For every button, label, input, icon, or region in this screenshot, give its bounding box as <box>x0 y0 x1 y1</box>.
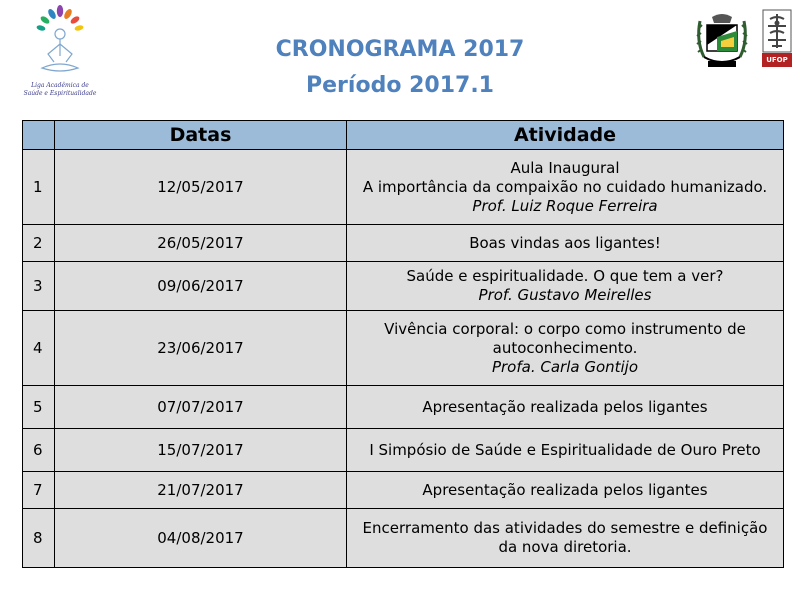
row-date: 07/07/2017 <box>55 386 347 429</box>
row-activity <box>347 472 784 509</box>
row-number: 2 <box>23 225 55 262</box>
activity-line: da nova diretoria. <box>498 538 632 556</box>
logo-caption-line-1: Liga Acadêmica de <box>31 82 89 89</box>
table-row <box>23 225 784 262</box>
crest-emblem-icon <box>694 11 750 73</box>
row-date: 23/06/2017 <box>55 311 347 386</box>
activity-line: I Simpósio de Saúde e Espiritualidade de Ouro Preto <box>369 440 761 459</box>
ufop-emblem-icon <box>762 9 792 53</box>
row-number: 7 <box>23 472 55 509</box>
activity-professor: Prof. Gustavo Meirelles <box>478 286 652 304</box>
meditation-figure-icon <box>28 4 92 84</box>
row-date: 21/07/2017 <box>55 472 347 509</box>
table-row <box>23 311 784 386</box>
row-activity <box>347 150 784 225</box>
activity-line: autoconhecimento. <box>492 338 638 357</box>
row-number: 4 <box>23 311 55 386</box>
activity-professor: Prof. Luiz Roque Ferreira <box>472 196 658 215</box>
row-activity <box>347 429 784 472</box>
row-activity <box>347 225 784 262</box>
row-activity <box>347 311 784 386</box>
row-date: 12/05/2017 <box>55 150 347 225</box>
header-dates: Datas <box>55 121 347 150</box>
header-number <box>23 121 55 150</box>
table-row <box>23 429 784 472</box>
activity-line: Boas vindas aos ligantes! <box>469 233 661 252</box>
table-row <box>23 262 784 311</box>
row-activity <box>347 509 784 568</box>
row-number: 6 <box>23 429 55 472</box>
schedule-table <box>22 120 784 568</box>
table-row <box>23 509 784 568</box>
row-number: 5 <box>23 386 55 429</box>
row-date: 15/07/2017 <box>55 429 347 472</box>
logo-caption-line-2: Saúde e Espiritualidade <box>23 90 97 97</box>
row-activity <box>347 262 784 311</box>
activity-line: Aula Inaugural <box>510 158 620 177</box>
ufop-label: UFOP <box>762 53 792 67</box>
activity-line: A importância da compaixão no cuidado humanizado. <box>362 177 768 196</box>
row-number: 8 <box>23 509 55 568</box>
activity-professor: Profa. Carla Gontijo <box>491 357 639 376</box>
row-activity <box>347 386 784 429</box>
page-title: CRONOGRAMA 2017 <box>275 37 525 62</box>
activity-line: Vivência corporal: o corpo como instrumento de <box>384 319 746 338</box>
activity-line: Encerramento das atividades do semestre e definição <box>362 519 768 537</box>
table-row <box>23 386 784 429</box>
row-number: 3 <box>23 262 55 311</box>
row-date: 09/06/2017 <box>55 262 347 311</box>
league-logo-caption <box>14 82 106 98</box>
league-logo <box>14 4 106 104</box>
header-activity: Atividade <box>347 121 784 150</box>
table-row <box>23 472 784 509</box>
row-date: 26/05/2017 <box>55 225 347 262</box>
row-number: 1 <box>23 150 55 225</box>
page-subtitle: Período 2017.1 <box>306 73 494 98</box>
table-row <box>23 150 784 225</box>
ufop-logo <box>762 9 792 69</box>
activity-line: Apresentação realizada pelos ligantes <box>422 397 708 416</box>
crest-logo <box>694 11 750 73</box>
activity-line: Saúde e espiritualidade. O que tem a ver? <box>406 267 724 285</box>
activity-line: Apresentação realizada pelos ligantes <box>422 480 708 499</box>
row-date: 04/08/2017 <box>55 509 347 568</box>
table-header-row <box>23 121 784 150</box>
title-block <box>200 32 600 104</box>
